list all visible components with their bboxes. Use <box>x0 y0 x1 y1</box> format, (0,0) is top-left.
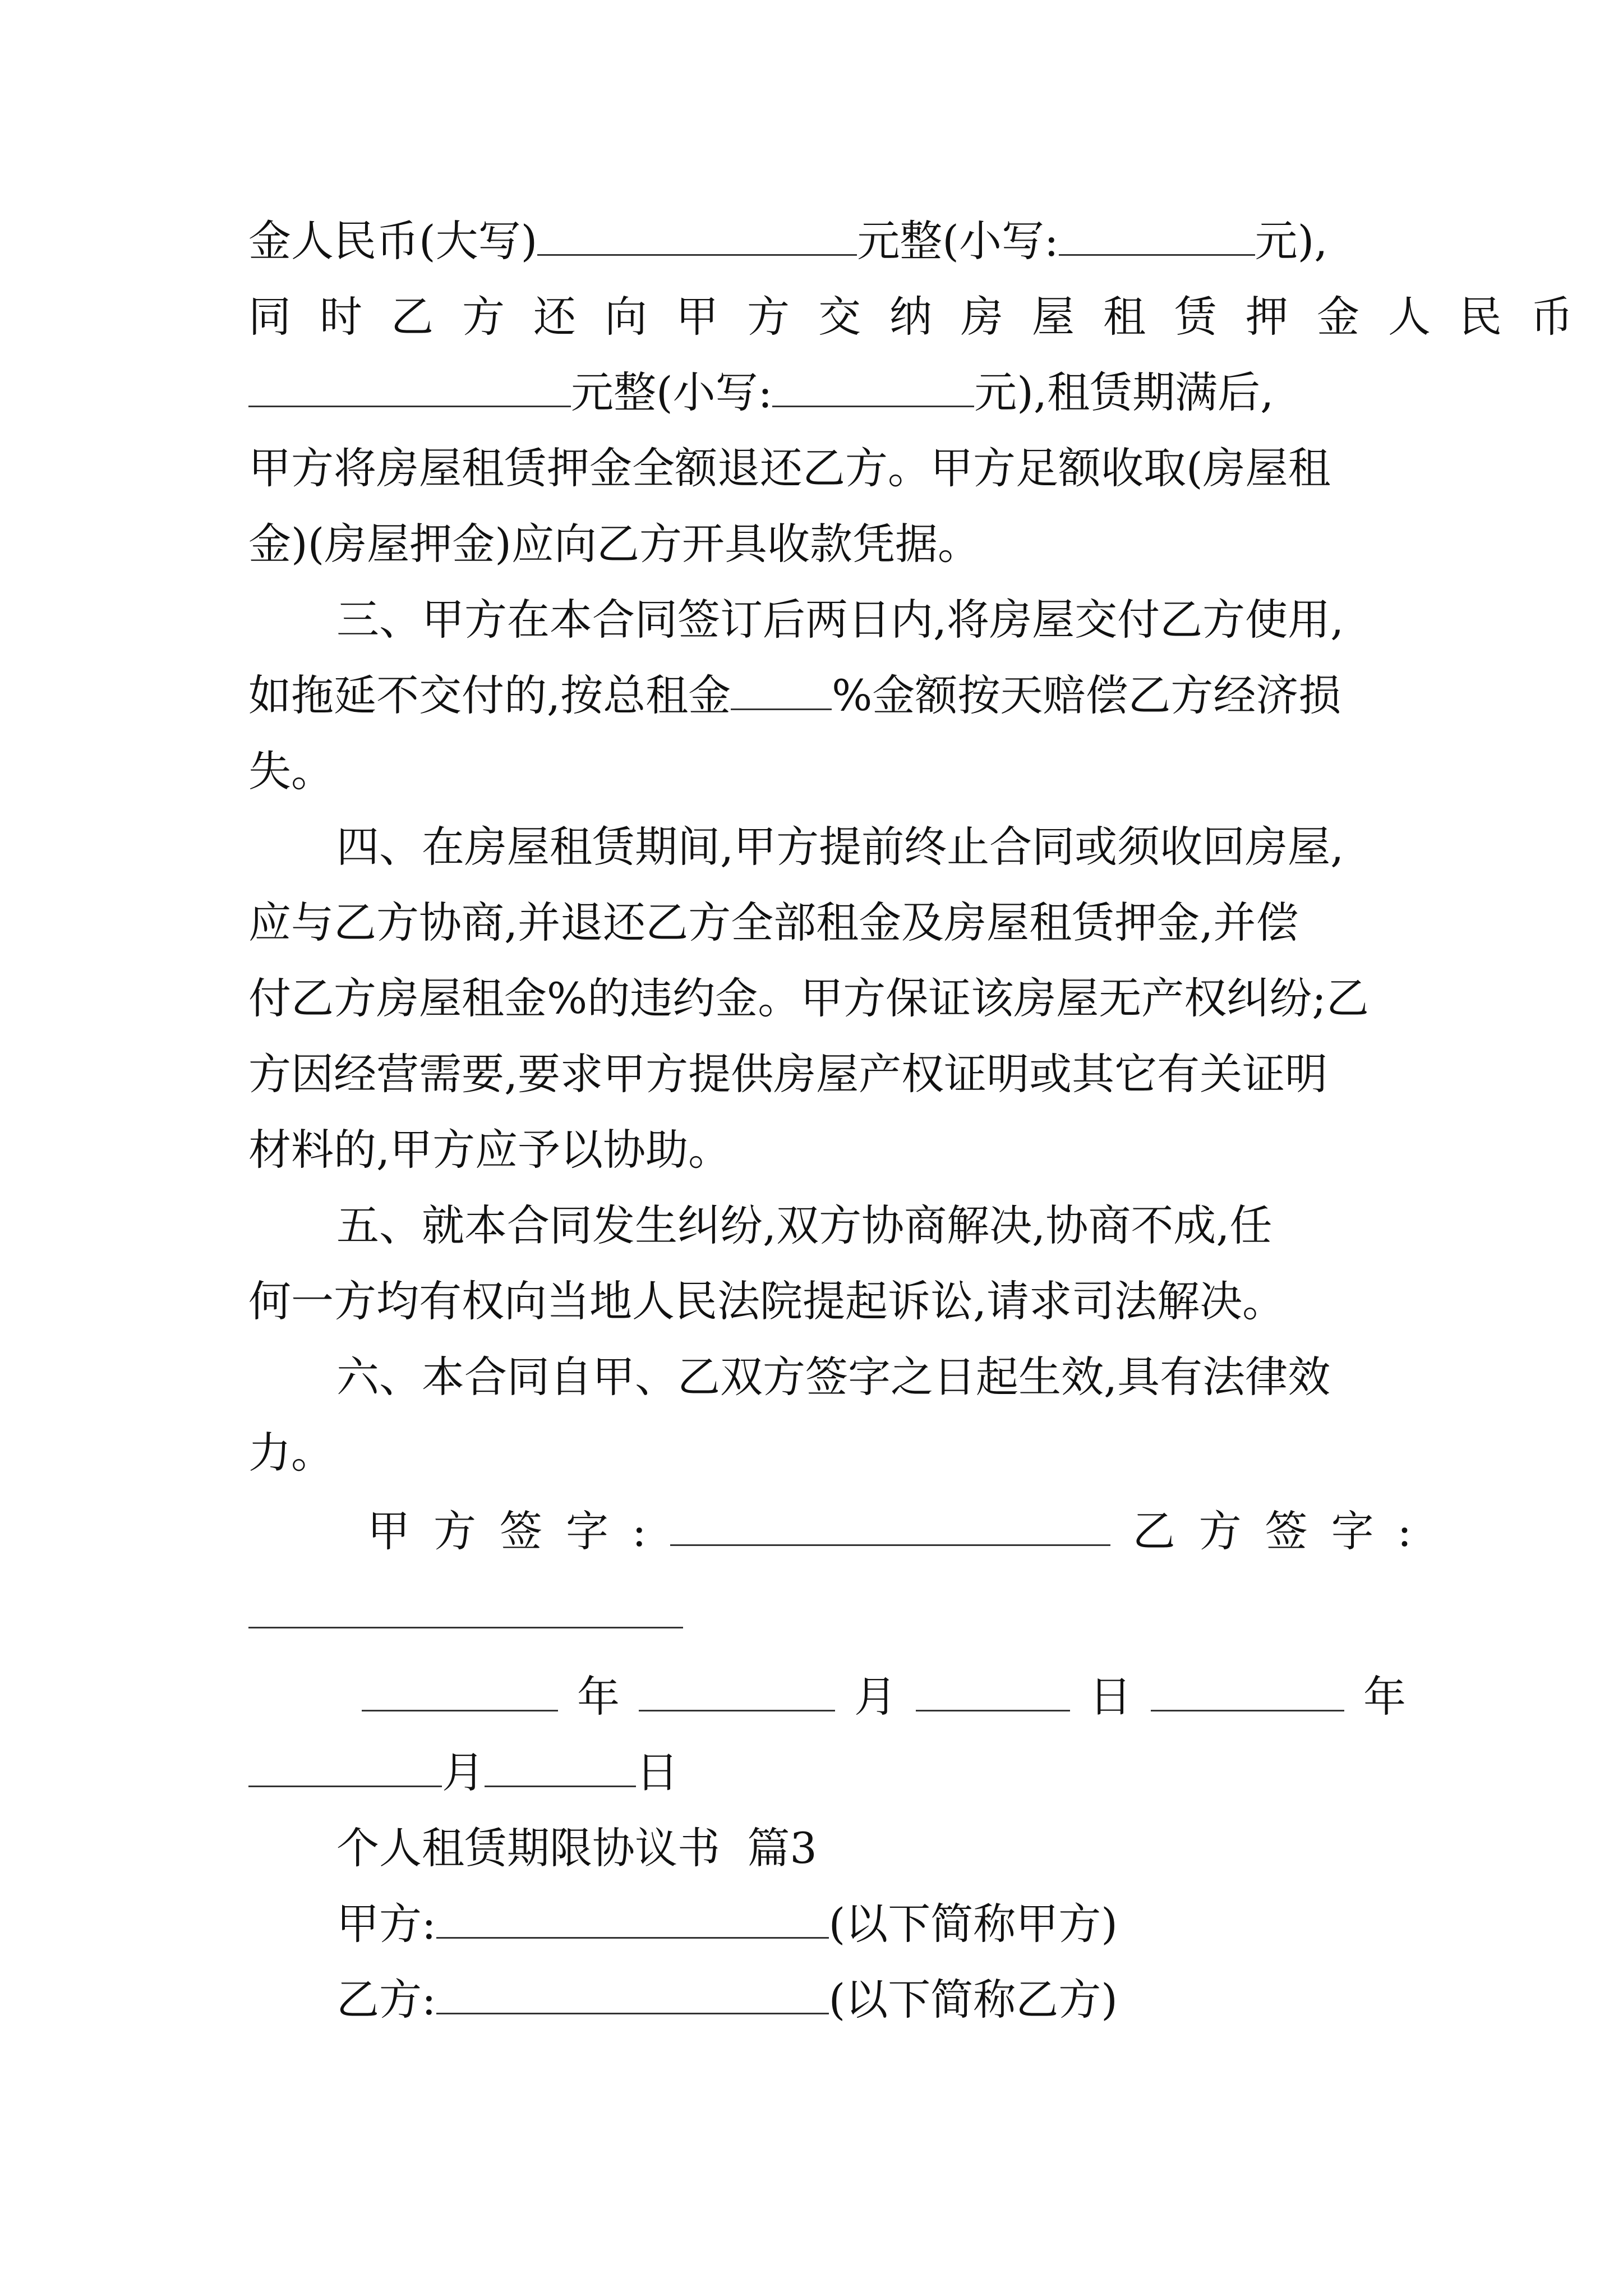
party-a-signature-field[interactable] <box>670 1504 1110 1546</box>
blank-field[interactable] <box>248 365 571 407</box>
year-field[interactable] <box>362 1669 558 1711</box>
text-line: 付乙方房屋租金%的违约金。甲方保证该房屋无产权纠纷;乙 <box>248 973 1369 1023</box>
blank-field[interactable] <box>731 668 832 710</box>
month-field-b[interactable] <box>248 1745 442 1787</box>
text-line: 金)(房屋押金)应向乙方开具收款凭据。 <box>248 519 980 569</box>
text: %金额按天赔偿乙方经济损 <box>832 670 1341 720</box>
text-line <box>248 668 1341 724</box>
text: 年 <box>1363 1672 1406 1722</box>
text: 月 <box>442 1747 485 1797</box>
text: (以下简称甲方) <box>828 1899 1118 1949</box>
blank-field[interactable] <box>537 214 857 256</box>
text: 日 <box>1089 1672 1132 1722</box>
text: 元整(小写: <box>571 367 773 417</box>
text-line: 三、甲方在本合同签订后两日内,将房屋交付乙方使用, <box>336 595 1344 645</box>
text-line: 材料的,甲方应予以协助。 <box>248 1125 731 1175</box>
text: 年 <box>577 1672 620 1722</box>
year-field-b[interactable] <box>1151 1669 1344 1711</box>
party-a-signature-label: 甲方签字: <box>367 1506 670 1556</box>
text: 元整(小写: <box>857 216 1059 266</box>
day-field-b[interactable] <box>485 1745 636 1787</box>
text: 日 <box>636 1747 679 1797</box>
month-field[interactable] <box>639 1669 835 1711</box>
text-line <box>248 365 1274 421</box>
text-line: 应与乙方协商,并退还乙方全部租金及房屋租赁押金,并偿 <box>248 898 1299 947</box>
text-line: 四、在房屋租赁期间,甲方提前终止合同或须收回房屋, <box>336 822 1344 872</box>
text-line: 五、就本合同发生纠纷,双方协商解决,协商不成,任 <box>336 1200 1272 1250</box>
text-line: 力。 <box>248 1428 334 1478</box>
date-line <box>248 1745 679 1801</box>
party-b-signature-label: 乙方签字: <box>1132 1506 1436 1556</box>
text: (以下简称乙方) <box>828 1975 1118 2024</box>
party-b-signature-field[interactable] <box>248 1627 683 1628</box>
text-line <box>248 213 1327 269</box>
text-justified: 同时乙方还向甲方交纳房屋租赁押金人民币 <box>248 292 1602 342</box>
text-line: 六、本合同自甲、乙双方签字之日起生效,具有法律效 <box>336 1352 1331 1402</box>
party-b-line <box>336 1972 1118 2028</box>
blank-field[interactable] <box>1059 214 1255 256</box>
text: 金人民币(大写) <box>248 216 538 266</box>
text-line: 何一方均有权向当地人民法院提起诉讼,请求司法解决。 <box>248 1276 1285 1326</box>
text-line: 甲方将房屋租赁押金全额退还乙方。甲方足额收取(房屋租 <box>248 443 1331 493</box>
text-line <box>248 289 1602 345</box>
party-a-line <box>336 1896 1118 1952</box>
party-a-label: 甲方: <box>336 1899 436 1949</box>
text: 元), <box>1255 216 1328 266</box>
text: 如拖延不交付的,按总租金 <box>248 670 731 720</box>
party-a-field[interactable] <box>436 1897 829 1939</box>
party-b-field[interactable] <box>436 1972 829 2014</box>
date-line <box>362 1669 1406 1725</box>
text-line: 失。 <box>248 746 334 796</box>
text: 月 <box>854 1672 897 1722</box>
blank-field[interactable] <box>772 365 974 407</box>
party-b-label: 乙方: <box>336 1975 436 2024</box>
signature-line <box>367 1503 1435 1559</box>
text-line: 方因经营需要,要求甲方提供房屋产权证明或其它有关证明 <box>248 1049 1328 1099</box>
text: 元),租赁期满后, <box>974 367 1274 417</box>
day-field[interactable] <box>916 1669 1070 1711</box>
section-title: 个人租赁期限协议书 篇3 <box>336 1823 817 1873</box>
